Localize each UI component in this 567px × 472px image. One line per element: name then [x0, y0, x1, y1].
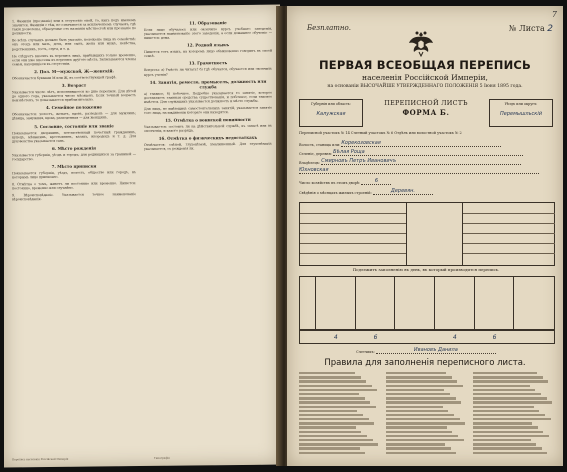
rules-text-line	[386, 389, 444, 391]
paragraph: Указывается: состоитъ ли на дѣйствительной службѣ, въ запасѣ или въ ополченіи, и какого разряда.	[144, 123, 272, 134]
province-label: Губернія или область:	[311, 102, 351, 106]
paragraph: Обозначается: холостъ, женатъ, вдовъ, разведенъ — для мужчинъ; дѣвица, замужняя, вдова, разведенная — для женщинъ.	[12, 111, 136, 121]
paragraph: 9. Вѣроисповѣданіе. Указывается точное наименованіе вѣроисповѣданія.	[12, 192, 136, 202]
rules-text-line	[299, 426, 356, 428]
section-heading: 3. Возраст	[61, 82, 87, 88]
census-subtitle: населенія Россійской Имперіи,	[362, 73, 488, 82]
left-column-2	[144, 17, 272, 155]
rules-text-line	[299, 401, 370, 403]
paragraph: Вопросы: а) Умѣетъ ли читать? б) Гдѣ обучался, обучается или окончилъ курсъ ученія?	[144, 67, 272, 77]
volost-label: Волость, станица или:	[299, 143, 341, 147]
right-page	[287, 6, 563, 466]
rules-text-line	[473, 401, 552, 403]
province-value: Калужская	[316, 111, 346, 117]
rules-text-line	[473, 439, 531, 441]
rules-text-line	[386, 447, 451, 449]
rules-column-1	[299, 372, 379, 456]
rules-text-line	[386, 372, 446, 374]
rules-text-line	[299, 376, 361, 378]
rules-text-line	[386, 401, 461, 403]
rules-text-line	[299, 435, 367, 437]
household-grid-left	[300, 203, 407, 265]
left-footer-note: Перепись населенія Россійской Имперіи	[12, 457, 69, 462]
paragraph: Пишется тотъ языкъ, на которомъ лицо обыкновенно говоритъ въ своей семьѣ.	[144, 48, 272, 59]
rules-text-line	[473, 406, 534, 408]
paragraph: Отмѣчается: слѣпой, глухонѣмой, умалишенный. Для глухонѣмыхъ указывается, съ рожденія ли.	[144, 141, 272, 152]
section-heading: 16. Отмѣтка о физическихъ недостаткахъ	[158, 135, 258, 142]
rules-text-line	[386, 431, 452, 433]
count-value: 4	[452, 333, 457, 341]
extra-line	[299, 167, 553, 174]
left-column-1	[12, 18, 136, 205]
village-line	[299, 149, 553, 156]
rules-text-line	[386, 410, 448, 412]
rules-text-line	[299, 389, 377, 391]
households-value: 6	[374, 178, 379, 184]
rules-text-line	[473, 414, 545, 416]
rules-text-line	[473, 376, 543, 378]
form-title	[379, 99, 473, 117]
buildings-line	[299, 188, 553, 195]
rules-text-line	[473, 452, 547, 454]
rules-text-line	[386, 452, 456, 454]
rules-text-line	[386, 376, 452, 378]
signature-line	[299, 347, 553, 354]
sheet-number	[509, 24, 553, 34]
district-value: Перемышльскій	[500, 111, 542, 117]
rules-text-line	[299, 380, 366, 382]
section-heading: 12. Родной языкъ	[186, 42, 230, 48]
rules-text-line	[473, 435, 549, 437]
free-label: Безплатно.	[307, 24, 351, 32]
corner-page-mark: 7	[551, 10, 557, 19]
rules-text-line	[299, 393, 359, 395]
volost-value: Корекозовская	[341, 140, 381, 146]
paragraph: Во всѣхъ случаяхъ должно быть указано, положеніе лица въ семействѣ: онъ отецъ или мать, дочь, или сынъ, жена или мужъ, невѣстка, родственникъ, гость, слуга, и т. д.	[12, 37, 136, 51]
sheet-number-value: 2	[547, 24, 553, 34]
section-heading: 13. Грамотность	[188, 60, 228, 66]
volost-line	[299, 140, 553, 147]
rules-text-line	[473, 426, 538, 428]
household-grid-right	[462, 203, 555, 265]
paragraph: Указывается число лѣтъ, исполнившееся ко дню переписи. Для дѣтей до одного года, указывается число мѣсяцевъ. Если точный возрастъ неизвѣстенъ, то показывается приблизительно.	[12, 89, 136, 103]
owner-value: Смирновъ Петръ Ивановичъ	[321, 158, 397, 164]
rules-text-line	[386, 393, 450, 395]
counts-table	[299, 276, 555, 330]
rules-text-line	[299, 439, 373, 441]
district-box	[489, 99, 553, 127]
count-value: 6	[373, 333, 378, 341]
paragraph: Для лицъ, не имѣющихъ самостоятельныхъ занятій, указывается занятіе того лица, на иждивеніи котораго они находятся.	[144, 105, 272, 116]
section-heading: 6. Мѣсто рожденія	[52, 145, 96, 151]
buildings-label: Свѣдѣнія о мѣсяцахъ жилыхъ строеній:	[299, 191, 372, 195]
paragraph: 8. Отмѣтка о томъ, живетъ ли постоянно или временно. Пишется: постоянно, временно или случайно.	[12, 181, 136, 191]
rules-text-line	[386, 435, 458, 437]
count-value: 4	[333, 333, 338, 341]
owner-line	[299, 158, 553, 165]
rules-text-line	[473, 431, 543, 433]
rules-text-line	[299, 414, 363, 416]
signature-value: Ивановъ Данила	[413, 347, 458, 353]
rules-text-line	[473, 397, 547, 399]
rules-text-line	[386, 397, 456, 399]
counts-heading: Подлежитъ заполненію въ день, въ который производится перепись.	[352, 267, 500, 272]
rules-text-line	[299, 431, 361, 433]
rules-text-line	[386, 385, 463, 387]
paragraph: Если лицо обучалось или окончило курсъ учебнаго заведенія, указывается наименованіе этого заведенія, а если домашнее обученіе — пишется: дома.	[144, 26, 272, 41]
signature-label: Счетчикъ:	[356, 350, 375, 354]
left-footer-print: Типографія	[154, 456, 170, 460]
rules-text-line	[299, 385, 372, 387]
rules-text-line	[386, 426, 447, 428]
paragraph: Показывается губернія, уѣздъ, волость, общество или городъ, къ которымъ лицо приписано.	[12, 170, 136, 180]
paragraph: Показывается: дворянинъ, потомственный почетный гражданинъ, купецъ, мѣщанинъ, крестьянинъ, казакъ, инородецъ и т. д. Для духовенства указывается санъ.	[12, 129, 136, 144]
rules-text-line	[473, 447, 542, 449]
section-heading: 5. Сословие, состояніе или званіе	[34, 122, 114, 129]
buildings-value: Деревян.	[390, 188, 415, 194]
rules-title: Правила для заполненія переписного листа.	[324, 358, 526, 368]
rules-text-line	[386, 406, 443, 408]
rules-text-line	[473, 389, 535, 391]
census-title: ПЕРВАЯ ВСЕОБЩАЯ ПЕРЕПИСЬ	[318, 58, 532, 72]
form-title-line1: ПЕРЕПИСНОЙ ЛИСТЪ	[384, 99, 468, 107]
section-heading: 2. Пол. М—мужской, Ж—женскій.	[34, 68, 114, 75]
owner-label: Владѣлецъ:	[299, 161, 321, 165]
count-value: 6	[492, 333, 497, 341]
rules-column-2	[386, 372, 466, 456]
paragraph: Обозначается буквами М или Ж, въ соответствующей графѣ.	[12, 75, 117, 81]
rules-text-line	[299, 410, 357, 412]
rules-text-line	[299, 406, 376, 408]
district-label: Уѣздъ или округъ:	[504, 102, 538, 106]
rules-text-line	[473, 385, 530, 387]
rules-text-line	[386, 439, 464, 441]
left-page	[4, 5, 280, 468]
paragraph: а) главное, б) побочное. Подробно указывается то занятіе, которое доставляетъ главныя средства существованія, и побочное, если таковое имѣется. Для служащихъ указывается должность и мѣсто службы.	[144, 90, 272, 104]
rules-text-line	[473, 410, 539, 412]
paragraph: 1. Фамилія (прозваніе) или в отсутствіе оной, то, какъ подъ именемъ значится. Фамиліи с тѣм, не означаются за исключеніемъ случаевъ, гдѣ такія дозволены, образуемые отъ названія мѣстностей или прозваніе по должности.	[12, 18, 136, 36]
rules-text-line	[299, 452, 365, 454]
rules-text-line	[473, 422, 532, 424]
rules-text-line	[386, 418, 460, 420]
section-heading: 7. Мѣсто приписки	[51, 163, 97, 169]
header-box-row	[299, 99, 553, 127]
census-basis: на основаніи ВЫСОЧАЙШЕ УТВЕРЖДЕННАГО ПОЛОЖЕНІЯ 5 Іюня 1895 года.	[327, 84, 523, 89]
document-spread	[4, 6, 563, 466]
rules-text-line	[473, 393, 541, 395]
section-heading: 11. Образованіе	[189, 20, 227, 26]
section-heading: 15. Отмѣтка о воинской повинности	[165, 116, 251, 123]
rules-text-line	[386, 443, 445, 445]
rules-text-line	[299, 372, 355, 374]
rules-text-line	[473, 418, 551, 420]
rules-text-line	[386, 380, 457, 382]
household-grid	[299, 202, 555, 266]
rules-text-line	[386, 414, 454, 416]
counts-values-row	[299, 330, 555, 344]
section-heading: 14. Занятія, ремесло, промыселъ, должность или служба	[149, 78, 267, 90]
rules-text-line	[473, 443, 536, 445]
province-box	[299, 99, 363, 127]
rules-text-line	[299, 422, 374, 424]
imperial-eagle-icon	[407, 28, 435, 58]
rules-column-3	[473, 372, 553, 456]
rules-text-line	[299, 443, 378, 445]
paragraph: Не слѣдуетъ вносить въ перепись лицъ, прибывшихъ только временно, если они уже внесены въ перепись другого мѣста. Записываются члены семьи, находящіеся въ отсутствіи.	[12, 52, 136, 67]
rules-text-line	[299, 418, 369, 420]
rules-text-line	[386, 422, 465, 424]
district-numbers-line: Переписной участокъ № 14 Счетный участокъ № 6 Отдѣлъ или волостной участокъ № 2	[299, 131, 462, 135]
rules-text	[299, 372, 553, 458]
rules-text-line	[299, 397, 365, 399]
rules-text-line	[473, 380, 548, 382]
paragraph: Указывается губернія, уѣздъ и городъ; для родившихся за границей — государство.	[12, 151, 136, 162]
rules-text-line	[299, 447, 360, 449]
form-title-line2: ФОРМА Б.	[402, 108, 450, 117]
section-heading: 4. Семейное положение	[46, 104, 102, 111]
extra-value: Юхновская	[299, 167, 329, 173]
households-label: Число хозяйствъ въ этомъ дворѣ:	[299, 181, 361, 185]
village-value: Бѣлая Роща	[333, 149, 365, 155]
rules-text-line	[473, 372, 537, 374]
village-label: Селеніе, деревня:	[299, 152, 333, 156]
households-line	[299, 178, 553, 185]
sheet-label: № Листа	[508, 24, 545, 33]
